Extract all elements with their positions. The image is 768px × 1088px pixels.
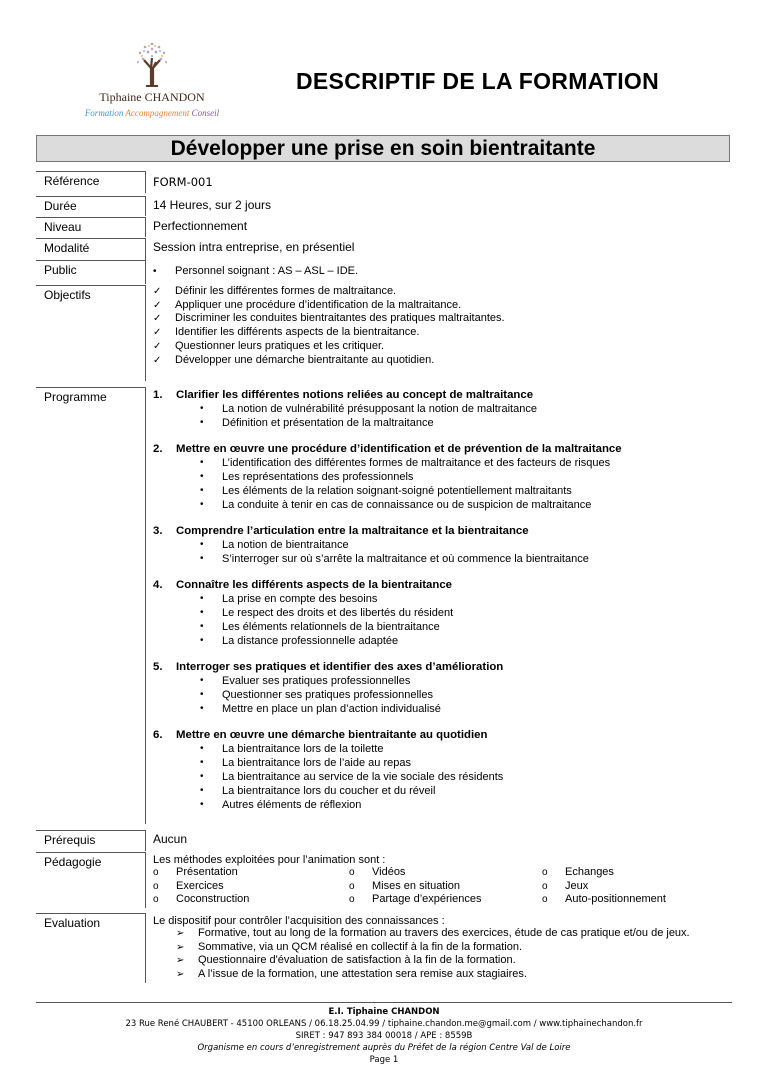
page-number: Page 1 <box>369 1055 399 1065</box>
list-item: • La bientraitance lors de la toilette <box>200 743 384 755</box>
list-item: • Evaluer ses pratiques professionnelles <box>200 675 411 687</box>
list-item <box>153 312 505 326</box>
list-item: • La bientraitance lors du coucher et du réveil <box>200 785 436 797</box>
prerequis-value: Aucun <box>153 832 188 846</box>
checkmark-icon: ✓ <box>153 327 162 339</box>
section-title: 2. Mettre en œuvre une procédure d’identification et de prévention de la maltraitance <box>153 443 622 455</box>
bullet-icon: • <box>200 703 204 714</box>
niveau-label: Niveau <box>36 217 146 237</box>
modalite-value: Session intra entreprise, en présentiel <box>153 240 355 254</box>
list-item: • S’interroger sur où s’arrête la maltraitance et où commence la bientraitance <box>200 553 589 565</box>
bullet-icon: • <box>200 689 204 700</box>
objectif-text: Définir les différentes formes de maltraitance. <box>175 285 397 297</box>
methode-text: Echanges <box>565 866 614 878</box>
circle-icon: o <box>349 867 355 878</box>
objectif-text: Appliquer une procédure d’identification de la maltraitance. <box>175 298 462 311</box>
list-item: • Le respect des droits et des libertés du résident <box>200 607 454 619</box>
methode-text: Présentation <box>176 866 238 878</box>
programme-section <box>153 388 622 430</box>
methode-text: Auto-positionnement <box>565 893 666 905</box>
section-title: 1. Clarifier les différentes notions reliées au concept de maltraitance <box>153 389 534 401</box>
list-item: ➢ A l’issue de la formation, une attestation sera remise aux stagiaires. <box>176 968 527 981</box>
list-item: • Définition et présentation de la maltraitance <box>200 417 434 429</box>
bullet-icon: • <box>200 417 204 428</box>
bullet-icon: • <box>200 457 204 468</box>
programme-section <box>153 578 622 648</box>
programme-section <box>153 728 622 812</box>
bullet-icon: • <box>200 635 204 646</box>
public-label: Public <box>36 260 146 284</box>
footer <box>0 1006 768 1066</box>
bullet-icon: • <box>200 499 204 510</box>
niveau-value: Perfectionnement <box>153 219 248 233</box>
list-item: • La distance professionnelle adaptée <box>200 635 399 647</box>
bullet-icon: • <box>200 621 204 632</box>
circle-icon: o <box>153 880 159 892</box>
reference-label: Référence <box>36 171 146 193</box>
footer-note: Organisme en cours d’enregistrement auprès du Préfet de la région Centre Val de Loire <box>197 1043 571 1053</box>
list-item <box>153 265 358 279</box>
methode-text: Mises en situation <box>372 879 461 892</box>
bullet-icon: • <box>200 799 204 810</box>
list-item: • Les éléments de la relation soignant-soigné potentiellement maltraitants <box>200 485 572 497</box>
circle-icon: o <box>349 894 355 905</box>
evaluation-label: Evaluation <box>36 913 146 983</box>
pedagogie-row <box>153 893 666 907</box>
objectif-text: Discriminer les conduites bientraitantes des pratiques maltraitantes. <box>175 312 505 325</box>
checkmark-icon: ✓ <box>153 286 162 297</box>
section-title: 3. Comprendre l’articulation entre la maltraitance et la bientraitance <box>153 525 529 537</box>
list-item <box>153 340 505 354</box>
circle-icon: o <box>542 867 548 878</box>
list-item: • La bientraitance au service de la vie sociale des résidents <box>200 771 504 783</box>
circle-icon: o <box>153 894 159 905</box>
pedagogie-label: Pédagogie <box>36 852 146 908</box>
course-title-banner: Développer une prise en soin bientraitante <box>36 135 730 162</box>
list-item: • La notion de vulnérabilité présupposant la notion de maltraitance <box>200 403 537 415</box>
list-item: • La prise en compte des besoins <box>200 593 378 605</box>
footer-siret: SIRET : 947 893 384 00018 / APE : 8559B <box>295 1031 473 1041</box>
bullet-icon: • <box>200 471 204 482</box>
circle-icon: o <box>349 880 355 892</box>
checkmark-icon: ✓ <box>153 313 162 325</box>
section-title: 5. Interroger ses pratiques et identifier des axes d’amélioration <box>153 661 504 673</box>
circle-icon: o <box>542 894 548 905</box>
methode-text: Coconstruction <box>176 893 250 905</box>
bullet-icon: • <box>200 539 204 550</box>
list-item: • La conduite à tenir en cas de connaissance ou de suspicion de maltraitance <box>200 499 592 511</box>
list-item: • Mettre en place un plan d’action individualisé <box>200 703 441 715</box>
methode-text: Exercices <box>176 879 224 892</box>
objectif-text: Questionner leurs pratiques et les critiquer. <box>175 339 385 352</box>
bullet-icon: • <box>200 485 204 496</box>
bullet-icon: • <box>200 593 204 604</box>
logo-name: Tiphaine CHANDON <box>99 90 205 104</box>
programme-label: Programme <box>36 387 146 824</box>
list-item: • Autres éléments de réflexion <box>200 799 362 811</box>
section-title: 6. Mettre en œuvre une démarche bientraitante au quotidien <box>153 729 488 741</box>
list-item: • La bientraitance lors de l’aide au repas <box>200 757 411 769</box>
list-item: ➢ Questionnaire d'évaluation de satisfaction à la fin de la formation. <box>176 954 516 967</box>
public-value: Personnel soignant : AS – ASL – IDE. <box>175 265 359 277</box>
logo-tagline <box>72 108 232 118</box>
bullet-icon: • <box>200 675 204 686</box>
public-list <box>153 265 358 279</box>
programme-content <box>153 388 622 824</box>
pedagogie-row <box>153 880 588 894</box>
programme-section <box>153 660 622 716</box>
company-logo <box>72 38 232 124</box>
list-item: • L’identification des différentes formes de maltraitance et des facteurs de risques <box>200 457 611 469</box>
bullet-icon: • <box>200 403 204 414</box>
pedagogie-intro: Les méthodes exploitées pour l’animation sont : <box>153 854 386 866</box>
duree-value: 14 Heures, sur 2 jours <box>153 198 272 212</box>
tree-icon <box>130 38 174 88</box>
programme-section <box>153 442 622 512</box>
arrow-icon: ➢ <box>176 941 185 953</box>
list-item <box>153 326 505 340</box>
arrow-icon: ➢ <box>176 969 185 981</box>
checkmark-icon: ✓ <box>153 354 162 366</box>
list-item <box>153 285 505 299</box>
logo-tagline-formation: Formation <box>84 108 124 118</box>
bullet-icon: • <box>200 757 204 768</box>
footer-company: E.I. Tiphaine CHANDON <box>328 1007 440 1017</box>
objectif-text: Identifier les différents aspects de la bientraitance. <box>175 326 420 339</box>
section-title: 4. Connaître les différents aspects de la bientraitance <box>153 579 452 591</box>
reference-value: FORM-001 <box>153 175 213 189</box>
arrow-icon: ➢ <box>176 928 185 939</box>
bullet-icon: • <box>200 785 204 796</box>
list-item: • Les éléments relationnels de la bientraitance <box>200 621 440 633</box>
pedagogie-row <box>153 866 614 880</box>
arrow-icon: ➢ <box>176 955 185 967</box>
checkmark-icon: ✓ <box>153 299 162 311</box>
duree-label: Durée <box>36 196 146 216</box>
programme-section <box>153 524 622 566</box>
bullet-icon: • <box>200 743 204 754</box>
modalite-label: Modalité <box>36 238 146 260</box>
bullet-icon: • <box>200 553 204 564</box>
circle-icon: o <box>153 867 159 878</box>
logo-tagline-conseil: Conseil <box>191 108 220 118</box>
checkmark-icon: ✓ <box>153 340 162 352</box>
bullet-icon: • <box>200 607 204 618</box>
page-title: DESCRIPTIF DE LA FORMATION <box>296 68 660 94</box>
objectifs-label: Objectifs <box>36 285 146 381</box>
list-item: • La notion de bientraitance <box>200 539 349 551</box>
objectifs-list <box>153 285 505 367</box>
methode-text: Jeux <box>565 879 589 892</box>
list-item: ➢ Sommative, via un QCM réalisé en collectif à la fin de la formation. <box>176 940 523 953</box>
objectif-text: Développer une démarche bientraitante au quotidien. <box>175 353 435 366</box>
logo-tagline-accompagnement: Accompagnement <box>125 108 190 118</box>
bullet-icon: • <box>200 771 204 782</box>
footer-divider <box>36 1002 732 1003</box>
list-item: • Les représentations des professionnels <box>200 471 414 483</box>
bullet-icon: • <box>153 266 157 277</box>
methode-text: Vidéos <box>372 866 406 878</box>
evaluation-intro: Le dispositif pour contrôler l’acquisition des connaissances : <box>153 915 445 927</box>
circle-icon: o <box>542 880 548 892</box>
methode-text: Partage d’expériences <box>372 893 482 905</box>
list-item: ➢ Formative, tout au long de la formation au travers des exercices, étude de cas pratique et/ou de jeux. <box>176 927 690 939</box>
list-item <box>153 299 505 313</box>
footer-address: 23 Rue René CHAUBERT - 45100 ORLEANS / 06.18.25.04.99 / tiphaine.chandon.me@gmail.com / www.tiphainechandon.fr <box>125 1019 643 1029</box>
evaluation-list <box>176 927 690 982</box>
list-item <box>153 354 505 368</box>
prerequis-label: Prérequis <box>36 830 146 851</box>
list-item: • Questionner ses pratiques professionnelles <box>200 689 433 701</box>
